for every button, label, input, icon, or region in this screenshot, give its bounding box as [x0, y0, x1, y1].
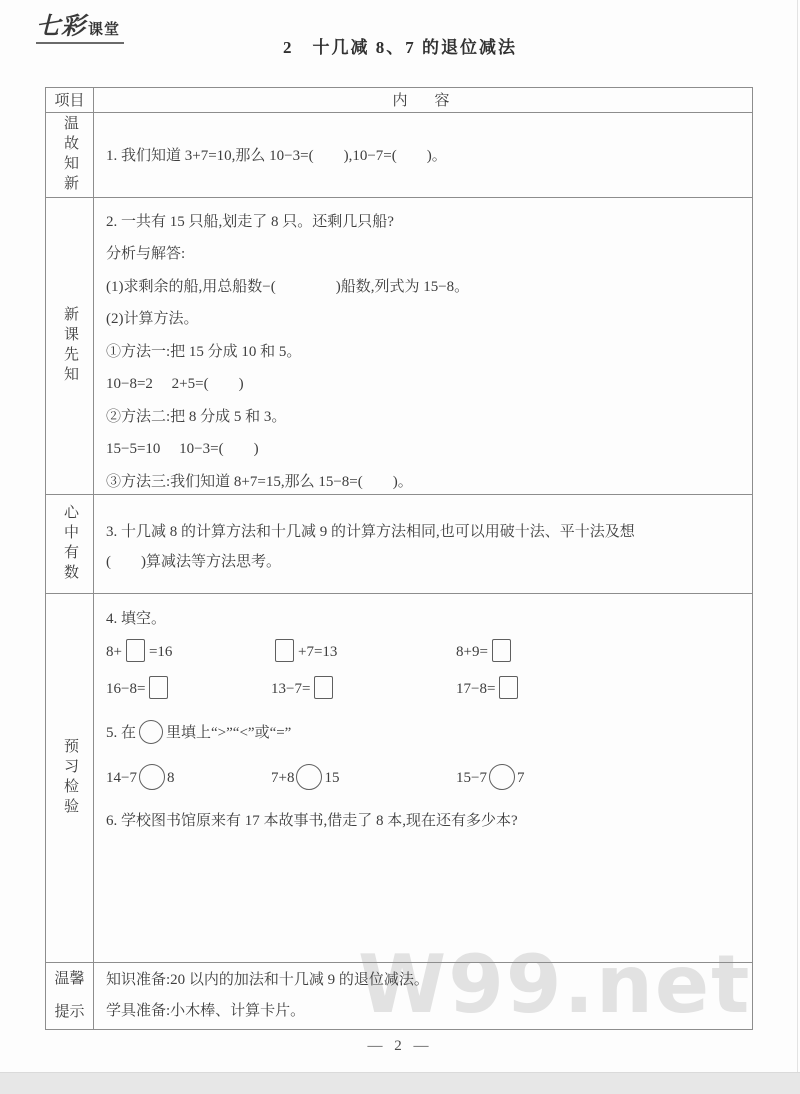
header-cell-item: 项目: [46, 88, 94, 112]
equation-text: 17−8=: [456, 681, 496, 698]
equation-text: =16: [148, 644, 173, 661]
equation-text: 16−8=: [106, 681, 146, 698]
answer-box: [275, 639, 294, 662]
brand-logo-block: 课堂: [88, 20, 121, 38]
table-row-know-in-heart: [46, 494, 752, 594]
method-3: ③方法三:我们知道 8+7=15,那么 15−8=( )。: [106, 473, 413, 490]
fill-blank-row-1: [106, 632, 742, 669]
question-1: 1. 我们知道 3+7=10,那么 10−3=( ),10−7=( )。: [106, 148, 447, 165]
row-label-tips-line-1: 温馨: [54, 971, 85, 987]
equation-text: 15−7: [456, 770, 487, 787]
worksheet-table: [45, 87, 753, 1030]
row-label-review: [46, 113, 94, 197]
compare-circle: [296, 764, 322, 790]
compare-equation: [271, 764, 456, 790]
compare-equation: [106, 764, 271, 790]
fill-blank-row-2: [106, 669, 742, 706]
equation-text: 7: [516, 770, 525, 787]
row-label-review-text: 温故知新: [62, 114, 78, 195]
equation-text: 8+: [106, 644, 122, 661]
analysis-heading: 分析与解答:: [106, 246, 186, 263]
method-1-equations: 10−8=2 2+5=( ): [106, 376, 244, 393]
equation-text: 13−7=: [271, 681, 311, 698]
row-label-preview-check: [46, 594, 94, 962]
page-number: — 2 —: [367, 1038, 433, 1054]
row-label-know-in-heart: [46, 495, 94, 594]
row-label-new-lesson-text: 新课先知: [62, 305, 78, 386]
equation-text: 7+8: [271, 770, 295, 787]
answer-box: [499, 676, 518, 699]
question-5-text-post: 里填上“>”“<”或“=”: [166, 725, 292, 742]
fill-blank-equation: [106, 676, 271, 699]
question-2: 2. 一共有 15 只船,划走了 8 只。还剩几只船?: [106, 213, 394, 230]
question-4-title: 4. 填空。: [106, 611, 167, 628]
tools-preparation: 学具准备:小木棒、计算卡片。: [106, 1003, 306, 1019]
equation-text: 8: [166, 770, 175, 787]
analysis-step-1: (1)求剩余的船,用总船数−( )船数,列式为 15−8。: [106, 278, 470, 295]
compare-row: [106, 754, 742, 800]
answer-box: [314, 676, 333, 699]
row-content-preview-check: [94, 594, 752, 962]
row-label-know-in-heart-text: 心中有数: [62, 503, 78, 584]
compare-circle: [489, 764, 515, 790]
knowledge-preparation: 知识准备:20 以内的加法和十几减 9 的退位减法。: [106, 972, 429, 988]
answer-box: [492, 639, 511, 662]
compare-equation: [456, 764, 742, 790]
row-label-new-lesson: [46, 198, 94, 494]
fill-blank-equation: [271, 676, 456, 699]
question-6: 6. 学校图书馆原来有 17 本故事书,借走了 8 本,现在还有多少本?: [106, 813, 518, 830]
analysis-step-2: (2)计算方法。: [106, 311, 199, 328]
row-content-new-lesson: [94, 198, 752, 494]
table-row-preview-check: [46, 593, 752, 962]
question-3-line-1: 3. 十几减 8 的计算方法和十几减 9 的计算方法相同,也可以用破十法、平十法及想: [106, 523, 635, 540]
row-label-tips: [46, 963, 94, 1029]
row-content-know-in-heart: [94, 495, 752, 594]
fill-blank-equation: [456, 676, 742, 699]
table-row-tips: [46, 962, 752, 1029]
answer-box: [149, 676, 168, 699]
method-1: ①方法一:把 15 分成 10 和 5。: [106, 343, 302, 360]
scan-edge-line: [797, 0, 798, 1072]
row-content-tips: [94, 963, 752, 1029]
equation-text: +7=13: [298, 644, 338, 661]
watermark: W99.net: [358, 938, 752, 1031]
question-5-title: [106, 712, 742, 754]
row-label-tips-line-2: 提示: [54, 1004, 85, 1020]
bottom-scan-bar: [0, 1072, 800, 1094]
compare-circle: [139, 764, 165, 790]
equation-text: 8+9=: [456, 644, 488, 661]
question-5-text-pre: 5. 在: [106, 725, 137, 742]
row-content-review: [94, 113, 752, 197]
row-label-preview-check-text: 预习检验: [62, 738, 78, 819]
question-3-line-2: ( )算减法等方法思考。: [106, 553, 281, 570]
answer-box: [126, 639, 145, 662]
equation-text: 15: [324, 770, 340, 787]
page-title: 2 十几减 8、7 的退位减法: [283, 38, 517, 57]
brand-logo-script: 七彩: [36, 11, 86, 40]
table-header-row: [46, 88, 752, 112]
fill-blank-equation: [271, 639, 456, 662]
table-row-review: [46, 112, 752, 197]
table-row-new-lesson: [46, 197, 752, 494]
compare-circle-icon: [139, 720, 163, 744]
method-2: ②方法二:把 8 分成 5 和 3。: [106, 408, 287, 425]
fill-blank-equation: [456, 639, 742, 662]
header-cell-content: 内 容: [392, 93, 456, 110]
fill-blank-equation: [106, 639, 271, 662]
equation-text: 14−7: [106, 770, 137, 787]
method-2-equations: 15−5=10 10−3=( ): [106, 441, 259, 458]
